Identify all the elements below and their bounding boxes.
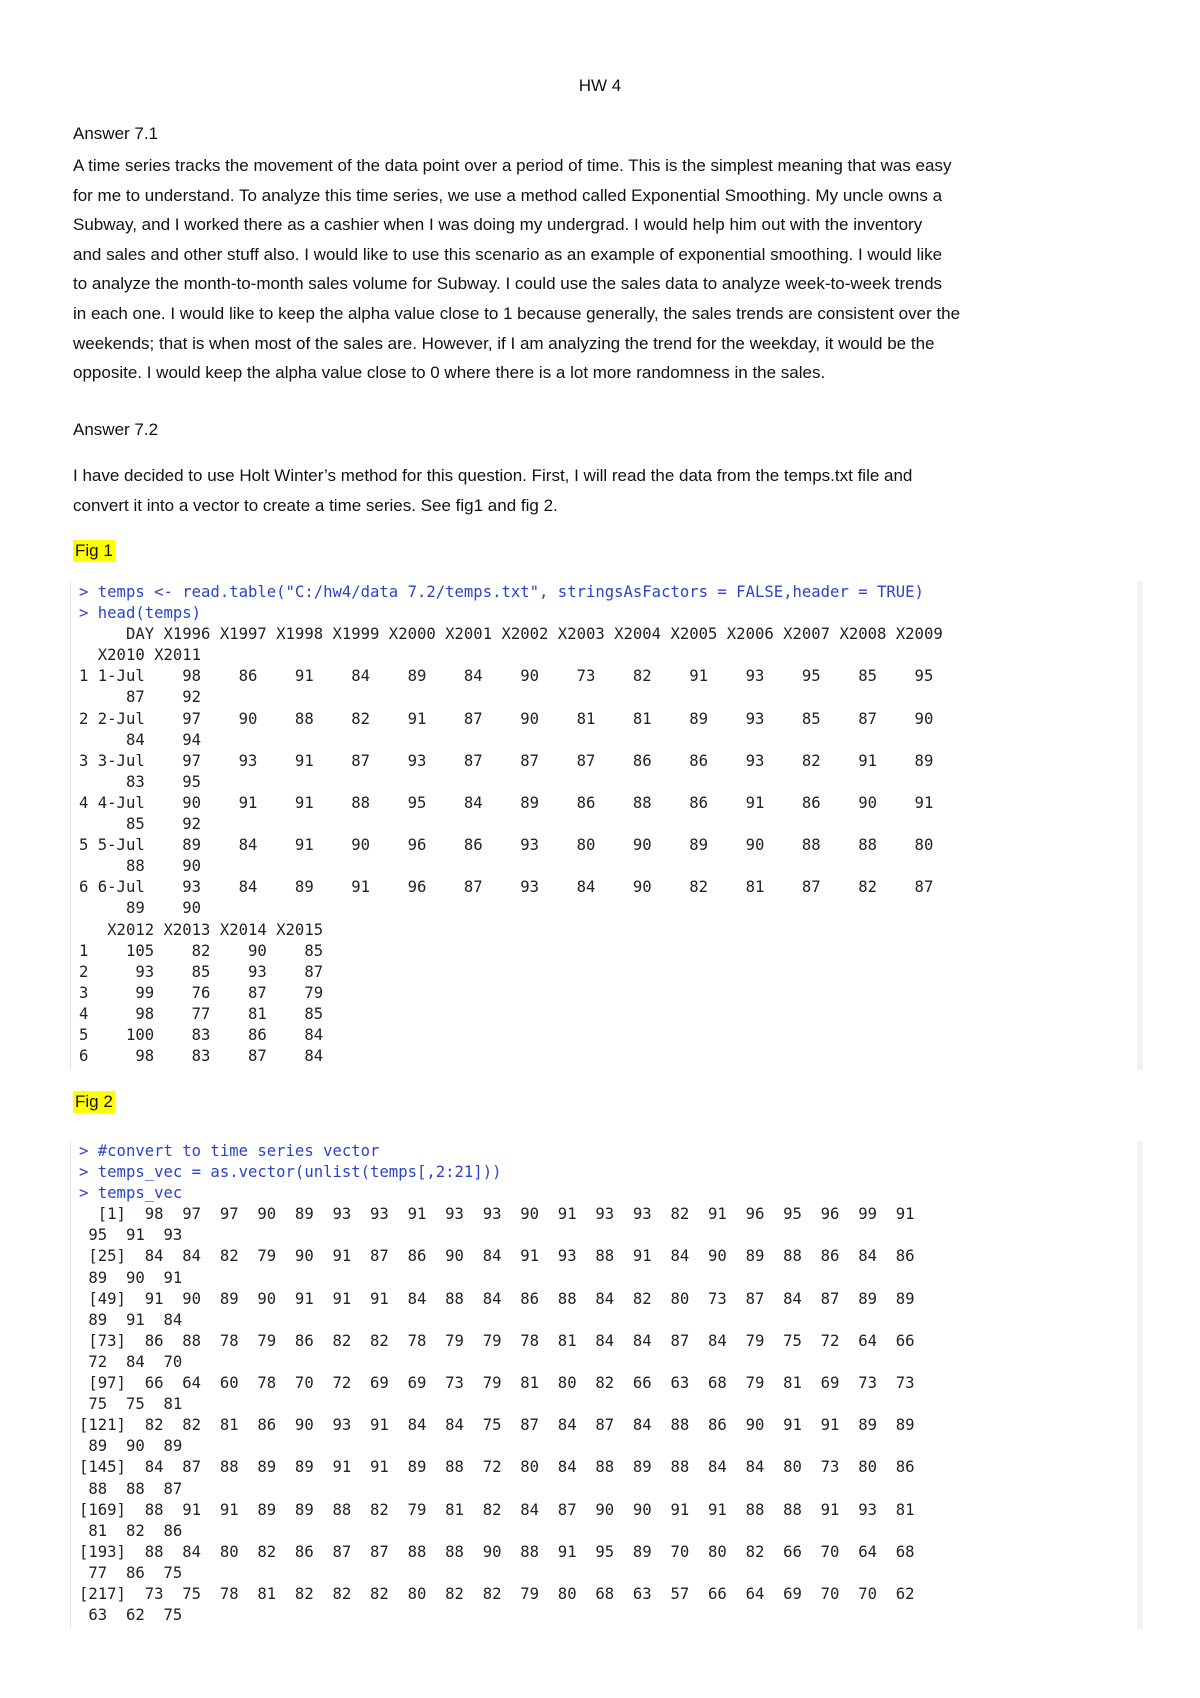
- console-output: [1] 98 97 97 90 89 93 93 91 93 93 90 91 93 93 82 91 96 95 96 99 91 95 91 93 [25] 84 84 82 79 90 91 87 86 90 84 91 93 88 91 84 90 89 88 86 84 86 89 90 91 [49] 91 90 89 90 91 91 91 84 88 84 86 88 84 82 80 73 87 84 87 89 89 89 91 84 [73] 86 88 78 79 86 82 82 78 79 79 78 81 84 84 87 84 79 75 72 64 66 72 84 70 [97] 66 64 60 78 70 72 69 69 73 79 81 80 82 66 63 68 79 81 69 73 73 75 75 81 [121] 82 82 81 86 90 93 91 84 84 75 87 84 87 84 88 86 90 91 91 89 89 89 90 89 [145] 84 87 88 89 89 91 91 89 88 72 80 84 88 89 88 84 84 80 73 80 86 88 88 87 [169] 88 91 91 89 89 88 82 79 81 82 84 87 90 90 91 91 88 88 91 93 81 81 82 86 [193] 88 84 80 82 86 87 87 88 88 90 88 91 95 89 70 80 82 66 70 64 68 77 86 75 [217] 73 75 78 81 82 82 82 80 82 82 79 80 68 63 57 66 64 69 70 70 62 63 62 75: [79, 1205, 915, 1625]
- page-title: HW 4: [578, 76, 622, 95]
- paragraph-line: to analyze the month-to-month sales volume for Subway. I could use the sales data to analyze week-to-week trends: [73, 274, 943, 294]
- paragraph-line: for me to understand. To analyze this time series, we use a method called Exponential Smoothing. My uncle owns a: [73, 185, 943, 205]
- answer-7-1-heading: Answer 7.1: [73, 124, 159, 143]
- answer-7-2-heading: Answer 7.2: [73, 420, 159, 439]
- console-output: DAY X1996 X1997 X1998 X1999 X2000 X2001 X2002 X2003 X2004 X2005 X2006 X2007 X2008 X2009 X2010 X2011 1 1-Jul 98 86 91 84 89 84 90 73 82 91 93 95 85 95 87 92 2 2-Jul 97 90 88 82 91 87 90 81 81 89 93 85 87 90 84 94 3 3-Jul 97 93 91 87 93 87 87 87 86 86 93 82 91 89 83 95 4 4-Jul 90 91 91 88 95 84 89 86 88 86 91 86 90 91 85 92 5 5-Jul 89 84 91 90 96 86 93 80 90 89 90 88 88 80 88 90 6 6-Jul 93 84 89 91 96 87 93 84 90 82 81 87 82 87 89 90 X2012 X2013 X2014 X2015 1 105 82 90 85 2 93 85 93 87 3 99 76 87 79 4 98 77 81 85 5 100 83 86 84 6 98 83 87 84: [79, 625, 943, 1066]
- paragraph-line: Subway, and I worked there as a cashier when I was doing my undergrad. I would help him out with the inventory: [73, 215, 923, 235]
- console-command: > temps_vec: [79, 1184, 183, 1203]
- console-command: > temps_vec = as.vector(unlist(temps[,2:21])): [79, 1163, 502, 1182]
- fig-1-label: Fig 1: [75, 541, 113, 560]
- paragraph-line: weekends; that is when most of the sales are. However, if I am analyzing the trend for the weekday, it would be the: [73, 333, 935, 353]
- paragraph-line: opposite. I would keep the alpha value close to 0 where there is a lot more randomness in the sales.: [73, 363, 826, 383]
- answer-7-1-paragraph: [73, 151, 1133, 388]
- answer-7-2-paragraph: [73, 461, 1133, 520]
- fig-2-label: Fig 2: [75, 1092, 113, 1111]
- console-command: > temps <- read.table("C:/hw4/data 7.2/temps.txt", stringsAsFactors = FALSE,header = TRUE): [79, 583, 924, 601]
- r-console-fig-2: [70, 1141, 1143, 1629]
- paragraph-line: in each one. I would like to keep the alpha value close to 1 because generally, the sales trends are consistent over the: [73, 303, 961, 323]
- r-console-fig-1: [70, 582, 1143, 1070]
- scrollbar-thumb[interactable]: [1137, 1221, 1143, 1247]
- paragraph-line: convert it into a vector to create a time series. See fig1 and fig 2.: [73, 495, 558, 515]
- console-command: > head(temps): [79, 604, 202, 623]
- scrollbar-thumb[interactable]: [1137, 654, 1143, 680]
- paragraph-line: I have decided to use Holt Winter’s method for this question. First, I will read the data from the temps.txt file and: [73, 466, 913, 485]
- paragraph-line: and sales and other stuff also. I would like to use this scenario as an example of exponential smoothing. I would like: [73, 244, 943, 264]
- console-command: > #convert to time series vector: [79, 1142, 380, 1160]
- paragraph-line: A time series tracks the movement of the data point over a period of time. This is the simplest meaning that was easy: [73, 156, 952, 175]
